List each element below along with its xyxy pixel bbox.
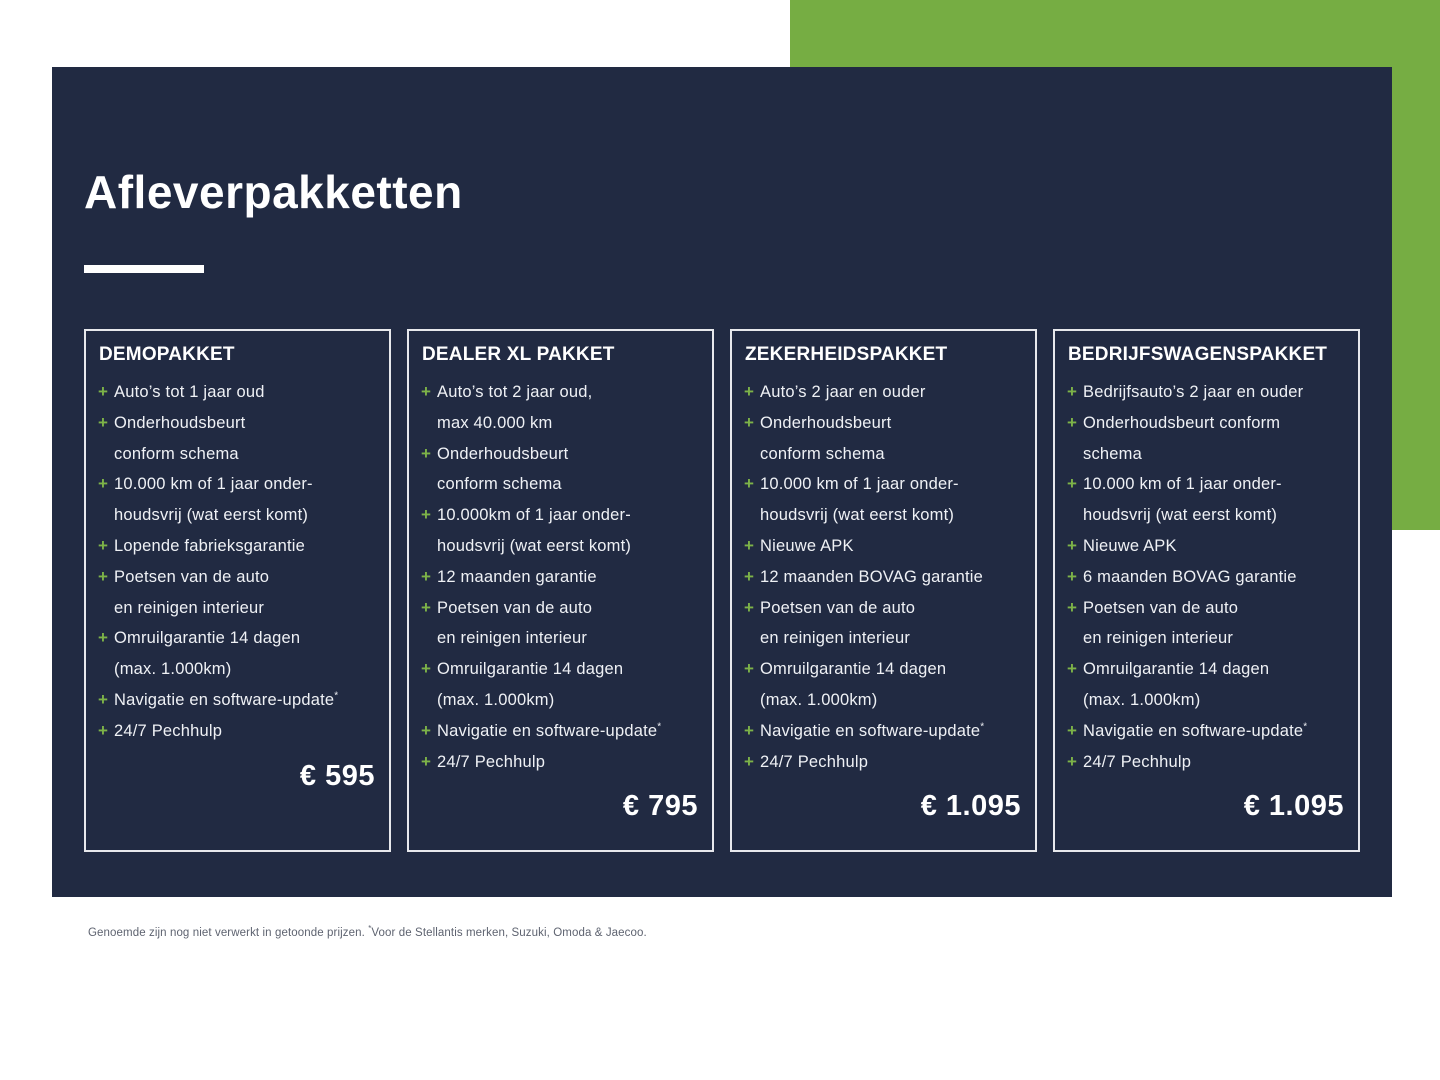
feature-line: 10.000 km of 1 jaar onder- [760, 475, 959, 494]
feature-line-continued: conform schema [437, 475, 562, 494]
feature-item [745, 469, 1021, 531]
feature-item [1068, 654, 1344, 716]
plus-icon: + [744, 720, 754, 740]
feature-line-continued: conform schema [760, 444, 885, 463]
asterisk-superscript: * [980, 721, 985, 733]
feature-item [745, 377, 1021, 408]
feature-line: Omruilgarantie 14 dagen [760, 660, 947, 679]
feature-item [99, 377, 375, 408]
feature-item [1068, 531, 1344, 562]
feature-line-continued: (max. 1.000km) [760, 690, 878, 709]
feature-line: Omruilgarantie 14 dagen [114, 629, 301, 648]
feature-item [99, 408, 375, 470]
package-card-title: DEALER XL PAKKET [422, 344, 615, 365]
feature-line: 10.000 km of 1 jaar onder- [1083, 475, 1282, 494]
feature-line: Onderhoudsbeurt [114, 413, 246, 432]
feature-item [1068, 377, 1344, 408]
feature-item [99, 531, 375, 562]
feature-item [745, 531, 1021, 562]
feature-list [1068, 377, 1344, 777]
package-card [730, 329, 1037, 852]
feature-item [745, 716, 1021, 747]
feature-line: 10.000km of 1 jaar onder- [437, 506, 631, 525]
feature-line: Auto’s tot 2 jaar oud, [437, 383, 593, 401]
plus-icon: + [98, 566, 108, 586]
plus-icon: + [744, 474, 754, 494]
plus-icon: + [744, 659, 754, 679]
feature-line-continued: en reinigen interieur [1083, 629, 1234, 648]
asterisk-superscript: * [334, 690, 339, 702]
feature-line: 24/7 Pechhulp [760, 752, 869, 771]
feature-line: 12 maanden garantie [437, 567, 597, 586]
feature-item [1068, 716, 1344, 747]
plus-icon: + [1067, 566, 1077, 586]
feature-line: Nieuwe APK [1083, 536, 1177, 555]
plus-icon: + [1067, 474, 1077, 494]
main-panel [52, 67, 1392, 897]
feature-line: Poetsen van de auto [114, 567, 270, 586]
feature-line-continued: (max. 1.000km) [437, 690, 555, 709]
feature-item [745, 562, 1021, 593]
feature-line: 10.000 km of 1 jaar onder- [114, 475, 313, 494]
plus-icon: + [744, 412, 754, 432]
plus-icon: + [98, 720, 108, 740]
feature-item [422, 654, 698, 716]
feature-line: Omruilgarantie 14 dagen [1083, 660, 1270, 679]
plus-icon: + [98, 535, 108, 555]
plus-icon: + [744, 382, 754, 401]
plus-icon: + [744, 751, 754, 771]
plus-icon: + [98, 628, 108, 648]
feature-item [99, 685, 375, 716]
feature-item [422, 377, 698, 439]
plus-icon: + [421, 566, 431, 586]
feature-item [422, 716, 698, 747]
feature-item [745, 593, 1021, 655]
feature-item [422, 562, 698, 593]
feature-line: Onderhoudsbeurt [760, 413, 892, 432]
package-card [407, 329, 714, 852]
plus-icon: + [1067, 382, 1077, 401]
package-card-title: ZEKERHEIDSPAKKET [745, 344, 948, 365]
package-card-title: BEDRIJFSWAGENSPAKKET [1068, 344, 1328, 365]
package-card-title: DEMOPAKKET [99, 344, 235, 365]
plus-icon: + [421, 597, 431, 617]
feature-line-continued: en reinigen interieur [437, 629, 588, 648]
feature-item [745, 408, 1021, 470]
package-card [1053, 329, 1360, 852]
feature-item [1068, 593, 1344, 655]
plus-icon: + [98, 412, 108, 432]
feature-line: Onderhoudsbeurt conform [1083, 413, 1281, 432]
feature-item [745, 654, 1021, 716]
feature-line: Navigatie en software-update* [760, 721, 985, 740]
feature-line: 6 maanden BOVAG garantie [1083, 567, 1297, 586]
feature-line-continued: max 40.000 km [437, 413, 553, 432]
feature-item [422, 593, 698, 655]
feature-list [422, 377, 698, 777]
feature-item [99, 623, 375, 685]
plus-icon: + [98, 382, 108, 401]
feature-line-continued: en reinigen interieur [114, 598, 265, 617]
feature-item [422, 439, 698, 501]
feature-line: Poetsen van de auto [760, 598, 916, 617]
plus-icon: + [1067, 659, 1077, 679]
feature-line: Auto’s 2 jaar en ouder [760, 383, 926, 401]
feature-item [1068, 469, 1344, 531]
plus-icon: + [421, 382, 431, 401]
plus-icon: + [1067, 535, 1077, 555]
feature-line-continued: (max. 1.000km) [1083, 690, 1201, 709]
feature-line: Omruilgarantie 14 dagen [437, 660, 624, 679]
asterisk-superscript: * [368, 924, 372, 933]
footnote [88, 924, 647, 939]
title-underline [84, 265, 204, 273]
feature-line: Onderhoudsbeurt [437, 444, 569, 463]
feature-line-continued: houdsvrij (wat eerst komt) [1083, 506, 1278, 525]
feature-line: Navigatie en software-update* [1083, 721, 1308, 740]
plus-icon: + [421, 505, 431, 525]
feature-item [422, 500, 698, 562]
feature-item [422, 747, 698, 778]
feature-line: Lopende fabrieksgarantie [114, 536, 306, 555]
footnote-text-1: Genoemde zijn nog niet verwerkt in getoonde prijzen. [88, 926, 369, 939]
asterisk-superscript: * [657, 721, 662, 733]
plus-icon: + [1067, 597, 1077, 617]
feature-item [99, 716, 375, 747]
package-price: € 1.095 [920, 790, 1021, 823]
plus-icon: + [1067, 751, 1077, 771]
feature-list [745, 377, 1021, 777]
plus-icon: + [744, 566, 754, 586]
package-card [84, 329, 391, 852]
plus-icon: + [421, 659, 431, 679]
plus-icon: + [98, 474, 108, 494]
feature-line: Nieuwe APK [760, 536, 854, 555]
feature-line: Auto’s tot 1 jaar oud [114, 383, 265, 401]
plus-icon: + [1067, 720, 1077, 740]
feature-line-continued: (max. 1.000km) [114, 660, 232, 679]
feature-list [99, 377, 375, 747]
feature-line: Poetsen van de auto [437, 598, 593, 617]
feature-line-continued: houdsvrij (wat eerst komt) [760, 506, 955, 525]
package-price: € 795 [622, 790, 698, 823]
feature-line: 12 maanden BOVAG garantie [760, 567, 983, 586]
plus-icon: + [744, 597, 754, 617]
package-price: € 595 [299, 759, 375, 792]
feature-line: Poetsen van de auto [1083, 598, 1239, 617]
package-cards [84, 329, 1360, 852]
feature-line-continued: conform schema [114, 444, 239, 463]
footnote-text-2: Voor de Stellantis merken, Suzuki, Omoda & Jaecoo. [371, 926, 647, 939]
feature-line: Navigatie en software-update* [114, 690, 339, 709]
feature-item [99, 469, 375, 531]
asterisk-superscript: * [1303, 721, 1308, 733]
feature-line-continued: houdsvrij (wat eerst komt) [114, 506, 309, 525]
feature-item [745, 747, 1021, 778]
feature-line: 24/7 Pechhulp [1083, 752, 1192, 771]
feature-item [99, 562, 375, 624]
feature-line: Navigatie en software-update* [437, 721, 662, 740]
plus-icon: + [744, 535, 754, 555]
plus-icon: + [421, 751, 431, 771]
plus-icon: + [421, 443, 431, 463]
feature-item [1068, 747, 1344, 778]
feature-line-continued: en reinigen interieur [760, 629, 911, 648]
feature-line: 24/7 Pechhulp [114, 721, 223, 740]
feature-line-continued: houdsvrij (wat eerst komt) [437, 536, 632, 555]
plus-icon: + [421, 720, 431, 740]
package-price: € 1.095 [1243, 790, 1344, 823]
feature-item [1068, 408, 1344, 470]
feature-line: Bedrijfsauto’s 2 jaar en ouder [1083, 383, 1304, 401]
plus-icon: + [1067, 412, 1077, 432]
feature-item [1068, 562, 1344, 593]
feature-line-continued: schema [1083, 444, 1142, 463]
feature-line: 24/7 Pechhulp [437, 752, 546, 771]
page-title: Afleverpakketten [84, 166, 463, 218]
plus-icon: + [98, 689, 108, 709]
